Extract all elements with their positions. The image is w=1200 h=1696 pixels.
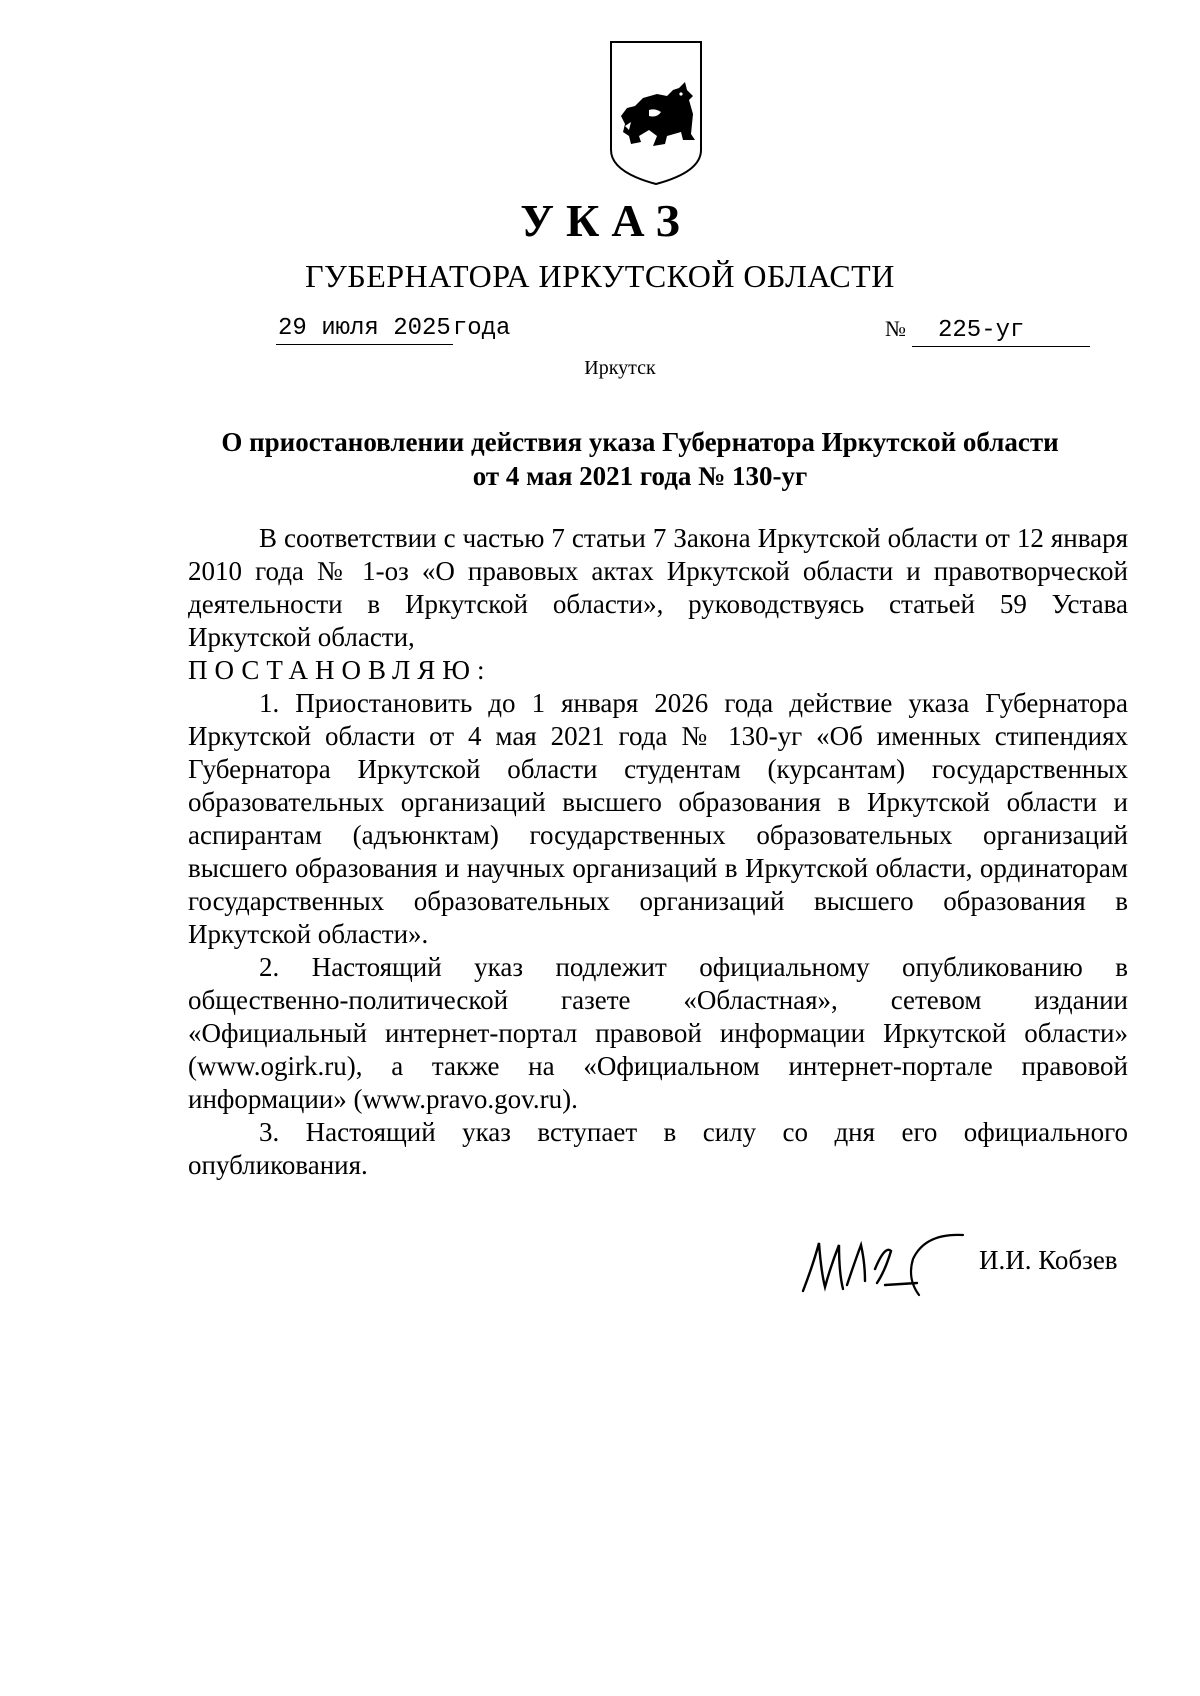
decree-city: Иркутск xyxy=(584,357,656,379)
resolve-word: ПОСТАНОВЛЯЮ: xyxy=(188,655,492,685)
document-title: УКАЗ xyxy=(520,195,692,246)
preamble-paragraph: В соответствии с частью 7 статьи 7 Закона Иркутской области от 12 января 2010 года № 1-оз «О правовых актах Иркутской области и правотворческой деятельности в Иркутской области», руководствуясь статьей 59 Устава Иркутской области, xyxy=(188,523,1128,652)
heading-line-1: О приостановлении действия указа Губернатора Иркутской области xyxy=(221,427,1059,457)
item-paragraph-1: 1. Приостановить до 1 января 2026 года действие указа Губернатора Иркутской области от 4 мая 2021 года № 130-уг «Об именных стипендиях Губернатора Иркутской области студентам (курсантам) государственных образовательных организаций высшего образования в Иркутской области и аспирантам (адъюнктам) государственных образовательных организаций высшего образования и научных организаций в Иркутской области, ординаторам государственных образовательных организаций высшего образования в Иркутской области». xyxy=(188,688,1128,949)
signer-name: И.И. Кобзев xyxy=(979,1245,1118,1275)
number-sign: № xyxy=(885,316,906,341)
decree-heading xyxy=(180,425,1100,493)
date-value: 29 июля 2025 xyxy=(276,314,453,345)
heading-line-2: от 4 мая 2021 года № 130-уг xyxy=(472,461,808,491)
item-paragraph-2: 2. Настоящий указ подлежит официальному опубликованию в общественно-политической газете «Областная», сетевом издании «Официальный интернет-портал правовой информации Иркутской области» (www.ogirk.ru), а также на «Официальном интернет-портале правовой информации» (www.pravo.gov.ru). xyxy=(188,952,1128,1114)
item-paragraph-3: 3. Настоящий указ вступает в силу со дня его официального опубликования. xyxy=(188,1117,1128,1180)
date-suffix: года xyxy=(452,315,511,342)
handwritten-signature-icon xyxy=(795,1225,975,1303)
irkutsk-coat-of-arms-icon xyxy=(609,40,703,186)
decree-body xyxy=(188,522,1128,1182)
decree-number xyxy=(885,314,1090,344)
decree-date xyxy=(276,314,510,344)
document-subtitle: ГУБЕРНАТОРА ИРКУТСКОЙ ОБЛАСТИ xyxy=(305,258,895,294)
number-value: 225-уг xyxy=(912,316,1090,347)
signature-block xyxy=(795,1225,1135,1305)
